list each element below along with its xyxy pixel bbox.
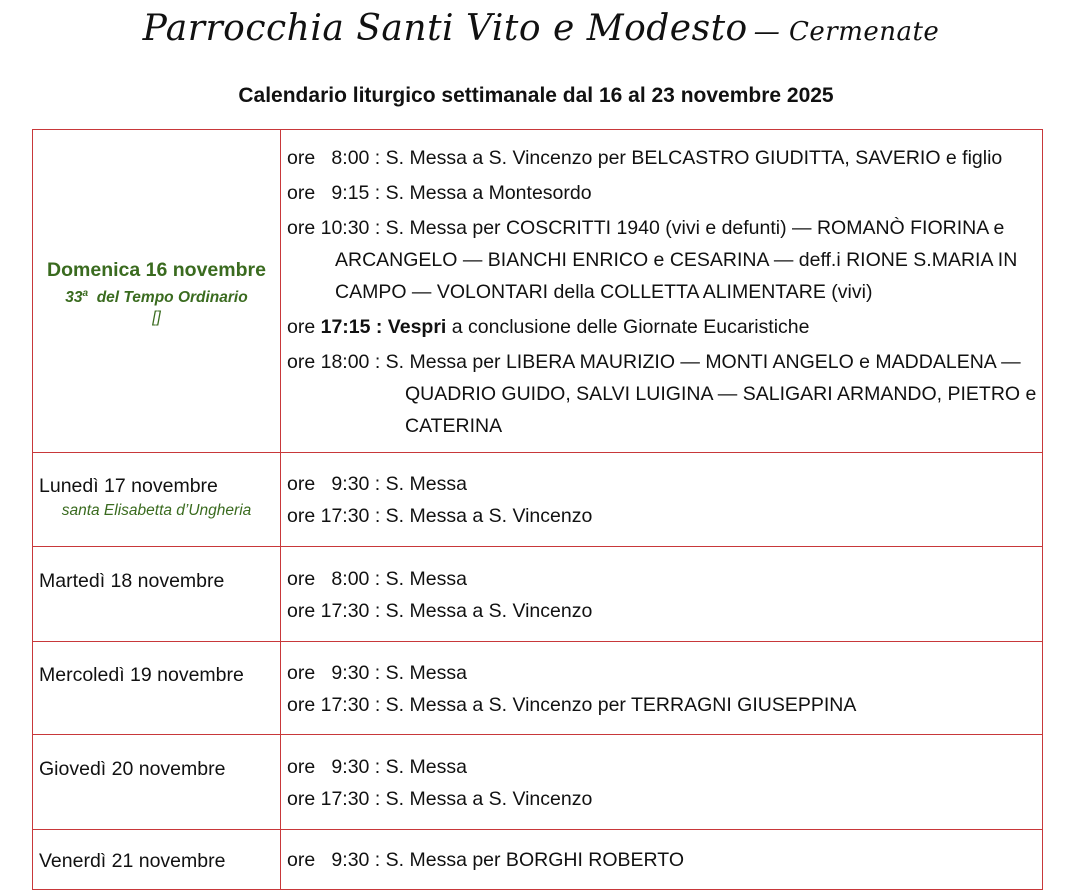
service-line: ore 9:15 : S. Messa a Montesordo [287,182,592,204]
day-cell [33,453,281,547]
calendar-subtitle: Calendario liturgico settimanale dal 16 al 23 novembre 2025 [238,84,834,107]
services-cell [281,642,1043,735]
service-line: ore 17:30 : S. Messa a S. Vincenzo [287,505,593,527]
title-location: — Cermenate [753,17,940,47]
service-line: QUADRIO GUIDO, SALVI LUIGINA — SALIGARI ARMANDO, PIETRO e [405,383,1037,405]
day-cell [33,642,281,735]
table-row [33,130,1043,453]
day-cell [33,547,281,642]
service-line: ore 17:15 : Vespri a conclusione delle Giornate Eucaristiche [287,316,810,338]
services-cell [281,130,1043,453]
service-line: ore 18:00 : S. Messa per LIBERA MAURIZIO — MONTI ANGELO e MADDALENA — [287,351,1021,373]
service-line: ore 17:30 : S. Messa a S. Vincenzo per TERRAGNI GIUSEPPINA [287,694,857,716]
day-cell [33,735,281,830]
day-name: Martedì 18 novembre [39,570,225,592]
day-cell [33,130,281,453]
service-line: ore 9:30 : S. Messa [287,662,467,684]
service-line: ore 17:30 : S. Messa a S. Vincenzo [287,600,593,622]
service-line: ore 8:00 : S. Messa a S. Vincenzo per BELCASTRO GIUDITTA, SAVERIO e figlio [287,147,1003,169]
services-cell [281,735,1043,830]
service-line: CAMPO — VOLONTARI della COLLETTA ALIMENTARE (vivi) [335,281,873,303]
service-line: ore 9:30 : S. Messa [287,473,467,495]
day-note: [] [152,309,161,327]
day-name: Venerdì 21 novembre [39,850,226,872]
day-name: Giovedì 20 novembre [39,758,226,780]
table-row [33,830,1043,890]
day-name: Lunedì 17 novembre [39,475,218,497]
services-cell [281,547,1043,642]
services-cell [281,453,1043,547]
service-line: ore 10:30 : S. Messa per COSCRITTI 1940 (vivi e defunti) — ROMANÒ FIORINA e [287,217,1005,239]
services-cell [281,830,1043,890]
service-line: ARCANGELO — BIANCHI ENRICO e CESARINA — deff.i RIONE S.MARIA IN [335,249,1018,271]
day-name: Mercoledì 19 novembre [39,664,244,686]
day-subtitle: 33$^a$ del Tempo Ordinario [65,287,248,307]
service-line: CATERINA [405,415,503,437]
service-line: ore 9:30 : S. Messa [287,756,467,778]
day-cell [33,830,281,890]
table-row [33,547,1043,642]
day-name: Domenica 16 novembre [47,258,266,281]
service-line: ore 9:30 : S. Messa per BORGHI ROBERTO [287,849,684,871]
service-line: ore 17:30 : S. Messa a S. Vincenzo [287,788,593,810]
liturgical-calendar-table [32,129,1043,890]
table-row [33,735,1043,830]
page-title: Parrocchia Santi Vito e Modesto — Cermenate [142,8,940,49]
table-row [33,453,1043,547]
service-line: ore 8:00 : S. Messa [287,568,467,590]
table-row [33,642,1043,735]
day-subtitle: santa Elisabetta d’Ungheria [61,502,252,519]
